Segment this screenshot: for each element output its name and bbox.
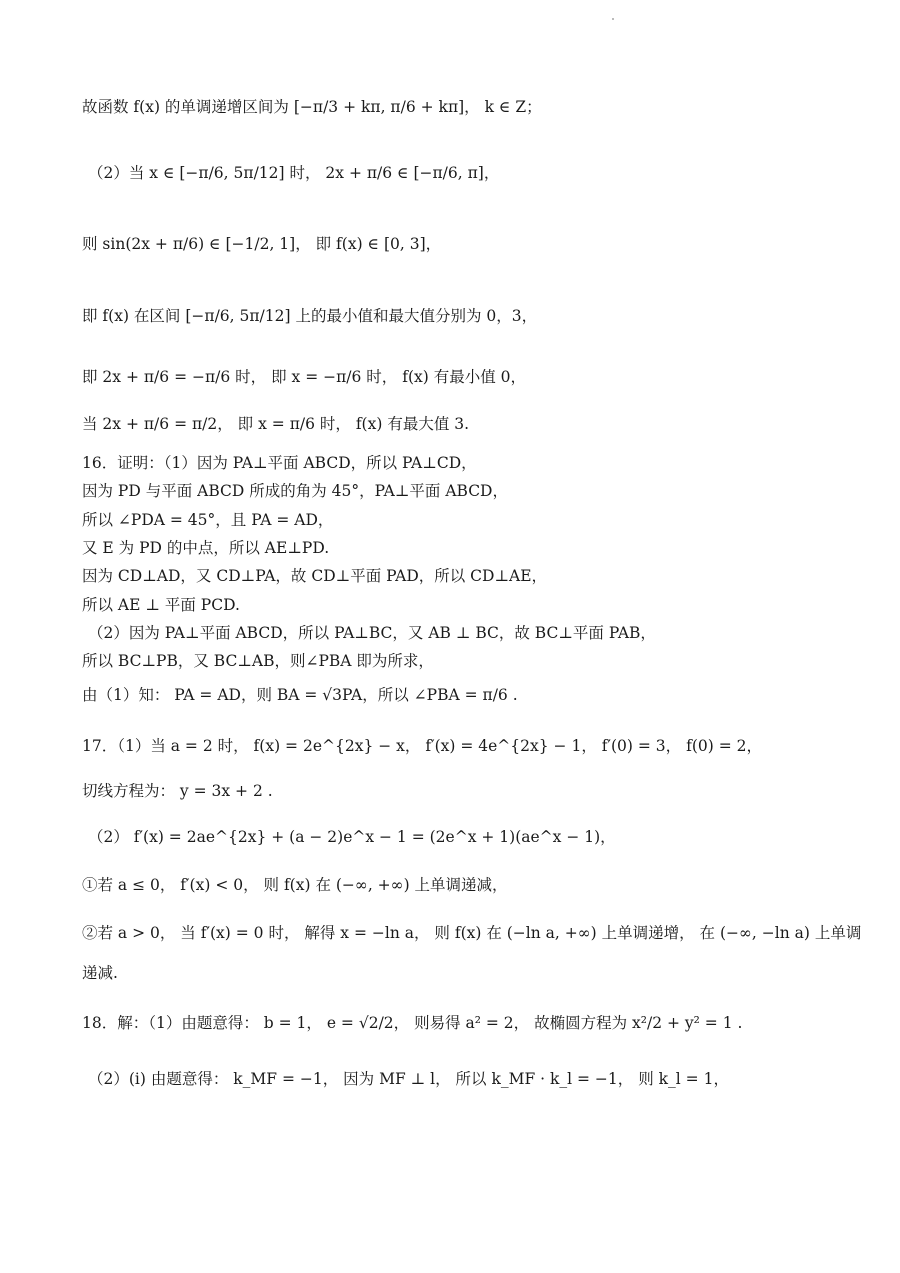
text-line: 又 E 为 PD 的中点，所以 AE⊥PD. bbox=[82, 539, 330, 557]
text-line: 因为 CD⊥AD，又 CD⊥PA，故 CD⊥平面 PAD，所以 CD⊥AE， bbox=[82, 567, 548, 585]
text-line: 则 sin(2x + π/6) ∈ [−1/2, 1]， 即 f(x) ∈ [0, 3]， bbox=[82, 235, 442, 253]
text-line: 18．解：（1）由题意得： b = 1， e = √2/2， 则易得 a² = 2， 故椭圆方程为 x²/2 + y² = 1 . bbox=[82, 1014, 743, 1032]
text-line: 17．（1）当 a = 2 时， f(x) = 2e^{2x} − x， f′(x) = 4e^{2x} − 1， f′(0) = 3， f(0) = 2， bbox=[82, 737, 762, 755]
text-line: 16．证明：（1）因为 PA⊥平面 ABCD，所以 PA⊥CD， bbox=[82, 454, 477, 472]
text-line: （2）当 x ∈ [−π/6, 5π/12] 时， 2x + π/6 ∈ [−π/6, π]， bbox=[88, 164, 500, 182]
text-line: 即 2x + π/6 = −π/6 时， 即 x = −π/6 时， f(x) 有最小值 0， bbox=[82, 368, 527, 386]
text-line: 当 2x + π/6 = π/2， 即 x = π/6 时， f(x) 有最大值 3. bbox=[82, 415, 470, 433]
text-line: ②若 a > 0， 当 f′(x) = 0 时， 解得 x = −ln a， 则 f(x) 在 (−ln a, +∞) 上单调递增， 在 (−∞, −ln a) 上单调 bbox=[82, 924, 862, 942]
text-line: 由（1）知： PA = AD，则 BA = √3PA，所以 ∠PBA = π/6 . bbox=[82, 686, 518, 704]
text-line: 即 f(x) 在区间 [−π/6, 5π/12] 上的最小值和最大值分别为 0，3， bbox=[82, 307, 538, 325]
text-line: 所以 ∠PDA = 45°，且 PA = AD， bbox=[82, 511, 334, 529]
text-line: （2） f′(x) = 2ae^{2x} + (a − 2)e^x − 1 = (2e^x + 1)(ae^x − 1)， bbox=[88, 828, 616, 846]
text-line: 切线方程为： y = 3x + 2 . bbox=[82, 782, 273, 800]
text-line: 递减. bbox=[82, 964, 118, 982]
page-dot bbox=[612, 18, 614, 20]
text-line: 故函数 f(x) 的单调递增区间为 [−π/3 + kπ, π/6 + kπ]， k ∈ Z； bbox=[82, 98, 542, 116]
text-line: （2）因为 PA⊥平面 ABCD，所以 PA⊥BC，又 AB ⊥ BC，故 BC⊥平面 PAB， bbox=[88, 624, 656, 642]
text-line: 所以 AE ⊥ 平面 PCD. bbox=[82, 596, 240, 614]
text-line: 所以 BC⊥PB，又 BC⊥AB，则∠PBA 即为所求， bbox=[82, 652, 434, 670]
text-line: ①若 a ≤ 0， f′(x) < 0， 则 f(x) 在 (−∞, +∞) 上单调递减， bbox=[82, 876, 508, 894]
text-line: 因为 PD 与平面 ABCD 所成的角为 45°，PA⊥平面 ABCD， bbox=[82, 482, 508, 500]
text-line: （2）(i) 由题意得： k_MF = −1， 因为 MF ⊥ l， 所以 k_MF · k_l = −1， 则 k_l = 1， bbox=[88, 1070, 729, 1088]
